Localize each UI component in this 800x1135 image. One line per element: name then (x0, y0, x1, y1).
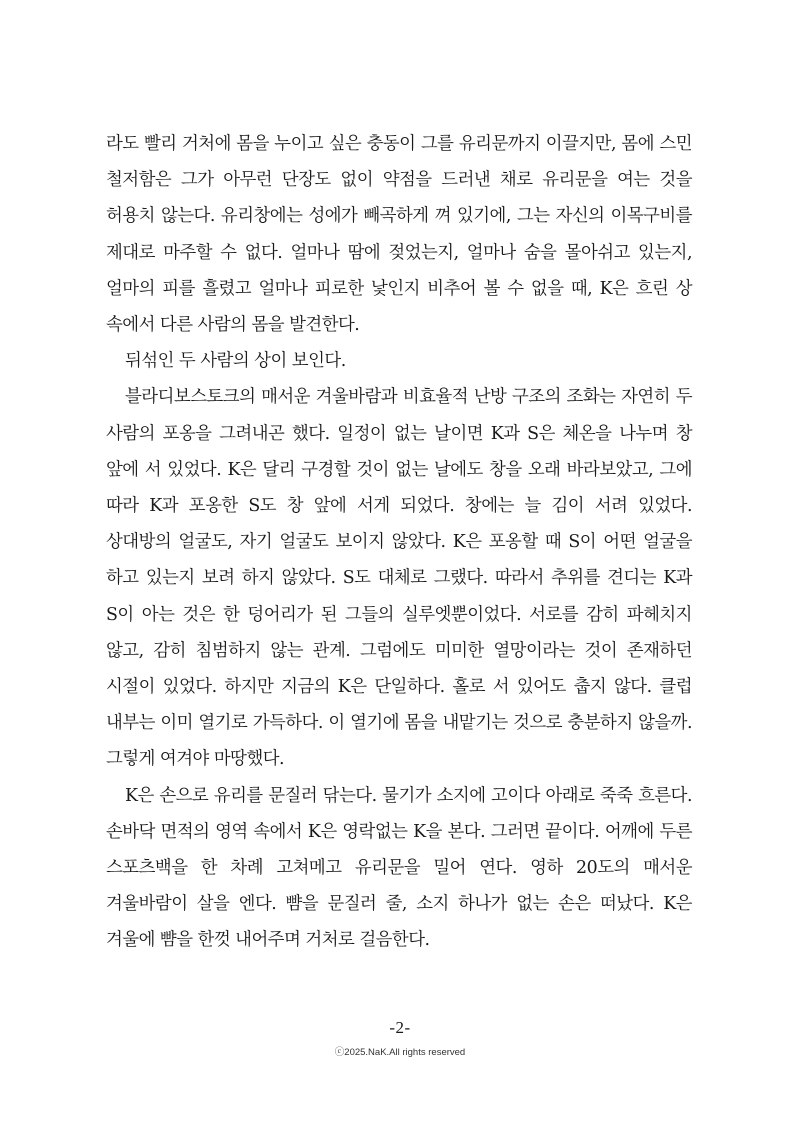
page-number: -2- (389, 1018, 411, 1037)
paragraph: K은 손으로 유리를 문질러 닦는다. 물기가 소지에 고이다 아래로 죽죽 흐른다. 손바닥 면적의 영역 속에서 K은 영락없는 K을 본다. 그러면 끝이다. 어깨에 두른 스포츠백을 한 차례 고쳐메고 유리문을 밀어 연다. 영하 20도의 매서운 겨울바람이 살을 엔다. 뺨을 문질러 줄, 소지 하나가 없는 손은 떠났다. K은 겨울에 뺨을 한껏 내어주며 거처로 걸음한다. (106, 785, 692, 951)
paragraph: 라도 빨리 거처에 몸을 누이고 싶은 충동이 그를 유리문까지 이끌지만, 몸에 스민 철저함은 그가 아무런 단장도 없이 약점을 드러낸 채로 유리문을 여는 것을 허용치 않는다. 유리창에는 성에가 빼곡하게 껴 있기에, 그는 자신의 이목구비를 제대로 마주할 수 없다. 얼마나 땀에 젖었는지, 얼마나 숨을 몰아쉬고 있는지, 얼마의 피를 흘렸고 얼마나 피로한 낯인지 비추어 볼 수 없을 때, K은 흐린 상 속에서 다른 사람의 몸을 발견한다. (106, 134, 692, 336)
paragraph: 블라디보스토크의 매서운 겨울바람과 비효율적 난방 구조의 조화는 자연히 두 사람의 포옹을 그려내곤 했다. 일정이 없는 날이면 K과 S은 체온을 나누며 창 앞에 서 있었다. K은 달리 구경할 것이 없는 날에도 창을 오래 바라보았고, 그에 따라 K과 포옹한 S도 창 앞에 서게 되었다. 창에는 늘 김이 서려 있었다. 상대방의 얼굴도, 자기 얼굴도 보이지 않았다. K은 포옹할 때 S이 어떤 얼굴을 하고 있는지 보려 하지 않았다. S도 대체로 그랬다. 따라서 추위를 견디는 K과 S이 아는 것은 한 덩어리가 된 그들의 실루엣뿐이었다. 서로를 감히 파헤치지 않고, 감히 침범하지 않는 관계. 그럼에도 미미한 열망이라는 것이 존재하던 시절이 있었다. 하지만 지금의 K은 단일하다. 홀로 서 있어도 춥지 않다. 클럽 내부는 이미 열기로 가득하다. 이 열기에 몸을 내맡기는 것으로 충분하지 않을까. 그렇게 여겨야 마땅했다. (106, 387, 693, 770)
paragraph: 뒤섞인 두 사람의 상이 보인다. (125, 351, 346, 372)
copyright-notice: ⓒ2025.NaK.All rights reserved (334, 1047, 466, 1058)
body-text (106, 126, 692, 959)
